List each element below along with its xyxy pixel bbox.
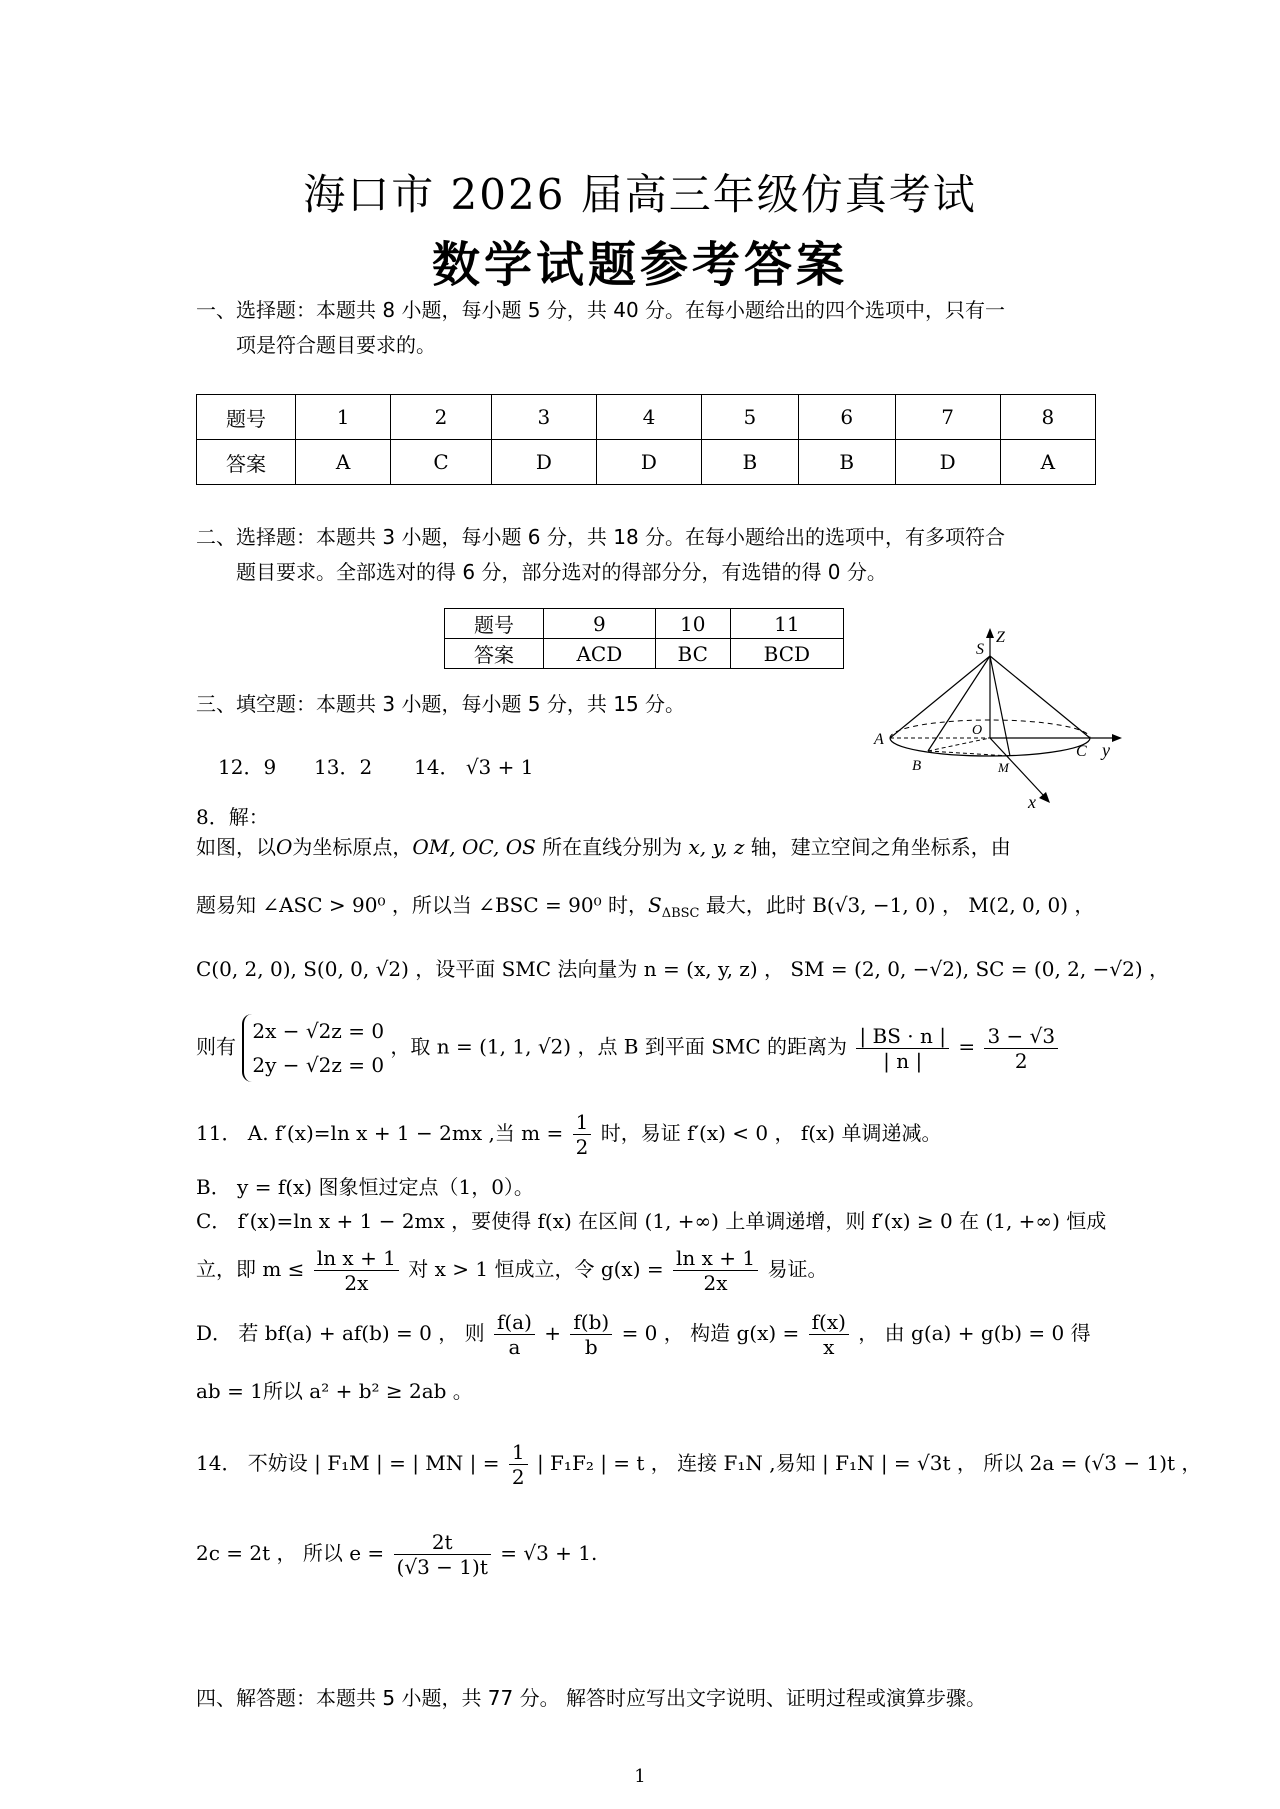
table-cell: D: [491, 440, 596, 485]
answer-12: 12．9: [218, 755, 277, 779]
table-cell: B: [701, 440, 798, 485]
table-cell: 3: [491, 395, 596, 440]
table-cell: D: [596, 440, 701, 485]
table-header-cell: 题号: [445, 609, 544, 639]
answer-14-value: √3 + 1: [465, 755, 534, 779]
table-cell: 2: [391, 395, 492, 440]
table-cell: C: [391, 440, 492, 485]
table-cell: B: [798, 440, 895, 485]
sol11-d2: ab = 1所以 a² + b² ≥ 2ab 。: [196, 1379, 473, 1403]
table-cell: 8: [1000, 395, 1095, 440]
sol11-c2: 立，即 m ≤ $\frac{\text{ln x + 1}}{2x}$ 对 x > 1 恒成立，令 g(x) = $\frac{\text{ln x + 1}}{2x}$ 易证。: [196, 1246, 828, 1295]
answer-table-1: [196, 394, 1096, 485]
table-row: [445, 639, 844, 669]
table-cell: BCD: [730, 639, 843, 669]
label-z: Z: [996, 629, 1005, 646]
page-number: 1: [634, 1766, 646, 1787]
table-row: [197, 395, 1096, 440]
answer-14-label: 14．: [414, 755, 460, 779]
table-row: [445, 609, 844, 639]
label-y: y: [1102, 740, 1110, 760]
z-arrow-icon: [986, 628, 994, 638]
table-cell: A: [1000, 440, 1095, 485]
sol14-line1: 14． 不妨设 | F₁M | = | MN | = $\frac{1}{2}$ | F₁F₂ | = t ， 连接 F₁N ,易知 | F₁N | = √3t ， 所以 2a = (√3 − 1)t ，: [196, 1440, 1202, 1489]
label-s: S: [976, 641, 984, 658]
table-cell: BC: [655, 639, 730, 669]
page-subtitle: 数学试题参考答案: [431, 237, 848, 293]
sol8-line4: 则有 2x − √2z = 0 2y − √2z = 0 ，取 n = (1, 1, √2) ，点 B 到平面 SMC 的距离为 $\frac{| BS \cdot n |}{| n |}$ = $\frac{3 - √3}{2}$: [196, 1014, 1061, 1082]
label-m: M: [998, 760, 1009, 775]
cone-figure: [860, 620, 1130, 810]
table-cell: 11: [730, 609, 843, 639]
sol11-d1: D． 若 bf(a) + af(b) = 0 ， 则 $\frac{f(a)}{a}$ + $\frac{f(b)}{b}$ = 0 ， 构造 g(x) = $\frac{f(x)}{x}$ ， 由 g(a) + g(b) = 0 得: [196, 1310, 1091, 1359]
table-row: [197, 440, 1096, 485]
sol8-head: 8．解：: [196, 805, 269, 829]
sol8-line1: 如图，以O为坐标原点，OM, OC, OS 所在直线分别为 x, y, z 轴，建立空间之角坐标系，由: [196, 835, 1011, 859]
page-title: 海口市 2026 届高三年级仿真考试: [303, 170, 977, 219]
section3-heading: 三、填空题：本题共 3 小题，每小题 5 分，共 15 分。: [196, 692, 686, 716]
y-arrow-icon: [1112, 734, 1122, 742]
section4-heading: 四、解答题：本题共 5 小题，共 77 分。 解答时应写出文字说明、证明过程或演算步骤。: [196, 1686, 986, 1710]
table-header-cell: 答案: [197, 440, 296, 485]
table-cell: ACD: [544, 639, 656, 669]
sol14-line2: 2c = 2t ， 所以 e = $\frac{2t}{(√3 - 1)t}$ = √3 + 1.: [196, 1530, 598, 1579]
equation-system: 2x − √2z = 0 2y − √2z = 0: [242, 1014, 384, 1082]
section2-heading-cont: 题目要求。全部选对的得 6 分，部分选对的得部分分，有选错的得 0 分。: [236, 560, 887, 584]
table-cell: 6: [798, 395, 895, 440]
answer-14: [414, 752, 533, 782]
label-b: B: [912, 758, 922, 774]
table-cell: 9: [544, 609, 656, 639]
table-cell: 5: [701, 395, 798, 440]
table-cell: 1: [296, 395, 391, 440]
sol11-b: B． y = f(x) 图象恒过定点（1，0）。: [196, 1175, 534, 1199]
answer-table-2: [444, 608, 844, 669]
table-header-cell: 答案: [445, 639, 544, 669]
label-c: C: [1076, 743, 1087, 760]
table-cell: D: [895, 440, 1000, 485]
section1-heading: 一、选择题：本题共 8 小题，每小题 5 分，共 40 分。在每小题给出的四个选项中，只有一: [196, 298, 1006, 322]
sol11-a: 11． A. f′(x)=ln x + 1 − 2mx ,当 m = $\frac{1}{2}$ 时，易证 f′(x) < 0 ， f(x) 单调递减。: [196, 1110, 942, 1159]
sol8-line3: C(0, 2, 0), S(0, 0, √2) ，设平面 SMC 法向量为 n = (x, y, z) ， SM = (2, 0, −√2), SC = (0, 2, −√2) ，: [196, 957, 1169, 981]
sol11-c1: C． f′(x)=ln x + 1 − 2mx ，要使得 f(x) 在区间 (1, +∞) 上单调递增，则 f′(x) ≥ 0 在 (1, +∞) 恒成: [196, 1209, 1107, 1233]
sol8-line2: 题易知 ∠ASC > 90⁰ ，所以当 ∠BSC = 90⁰ 时，$S_{\Delta BSC}$ 最大，此时 B(√3, −1, 0) ， M(2, 0, 0) ，: [196, 893, 1095, 921]
table-cell: 4: [596, 395, 701, 440]
table-cell: 7: [895, 395, 1000, 440]
table-cell: A: [296, 440, 391, 485]
cone-base-front: [890, 738, 1090, 756]
table-cell: 10: [655, 609, 730, 639]
label-a: A: [874, 731, 884, 748]
section1-heading-cont: 项是符合题目要求的。: [236, 333, 436, 357]
table-header-cell: 题号: [197, 395, 296, 440]
label-x: x: [1028, 792, 1036, 810]
section2-heading: 二、选择题：本题共 3 小题，每小题 6 分，共 18 分。在每小题给出的选项中，有多项符合: [196, 525, 1006, 549]
label-o: O: [972, 723, 983, 738]
answer-13: 13．2: [314, 755, 373, 779]
x-arrow-icon: [1039, 792, 1050, 803]
